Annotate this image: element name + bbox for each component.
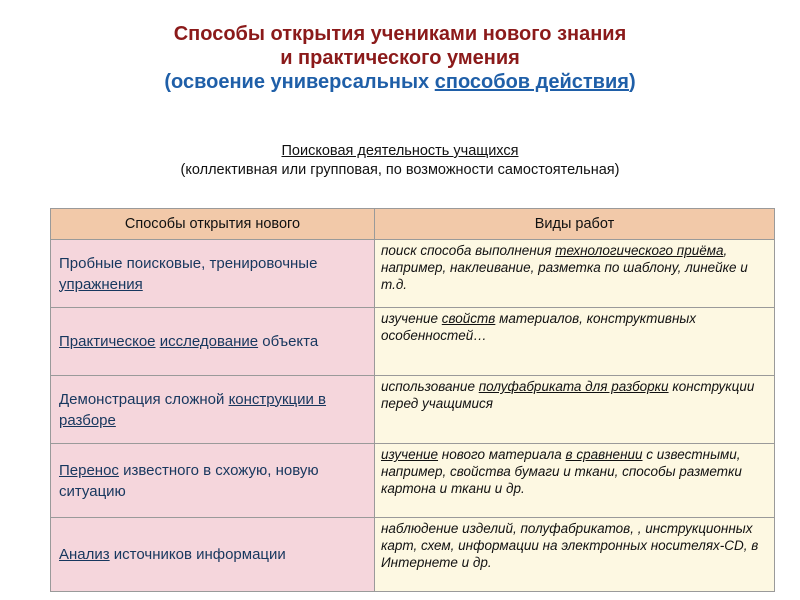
title-line-3-post: ) <box>628 71 636 93</box>
cell-text: материалов, конструктивных особенностей… <box>381 311 697 343</box>
work-type-cell <box>375 308 775 376</box>
methods-table <box>50 208 775 592</box>
cell-text: технологического приёма <box>555 243 724 258</box>
method-cell <box>51 240 375 308</box>
work-type-cell <box>375 240 775 308</box>
method-cell <box>51 444 375 518</box>
method-cell <box>51 376 375 444</box>
title-line-3-underlined: способов действия <box>434 71 629 93</box>
cell-text: источников информации <box>109 546 286 563</box>
table-row <box>51 308 775 376</box>
cell-text: использование <box>381 379 479 394</box>
cell-text: Демонстрация сложной <box>59 390 229 408</box>
work-type-cell <box>375 444 775 518</box>
table-row <box>51 376 775 444</box>
method-cell <box>51 308 375 376</box>
title-line-2: и практического умения <box>280 47 520 69</box>
table-row <box>51 444 775 518</box>
cell-text: изучение <box>381 311 442 326</box>
cell-text: наблюдение изделий, полуфабрикатов, , инструкционных карт, схем, информации на электронных носителях-CD, в Интернете и др. <box>381 521 759 570</box>
cell-text: поиск способа выполнения <box>381 243 556 258</box>
work-type-cell <box>375 376 775 444</box>
header-methods: Способы открытия нового <box>51 209 375 240</box>
cell-text: известного в схожую, новую ситуацию <box>59 461 319 500</box>
cell-text: Перенос <box>59 461 119 479</box>
table-row <box>51 240 775 308</box>
cell-text: изучение <box>381 447 439 462</box>
page-title <box>0 22 800 94</box>
cell-text: конструкции перед учащимися <box>381 379 755 411</box>
cell-text: Практическое <box>59 333 156 350</box>
subtitle-line-1: Поисковая деятельность учащихся <box>281 143 519 159</box>
cell-text: , например, наклеивание, разметка по шаблону, линейке и т.д. <box>381 243 748 292</box>
table-header-row <box>51 209 775 240</box>
cell-text: объекта <box>258 333 319 350</box>
cell-text: с известными, например, свойства бумаги и ткани, способы разметки картона и ткани и др. <box>381 447 742 496</box>
cell-text: упражнения <box>59 275 143 293</box>
cell-text: Пробные поисковые, тренировочные <box>59 254 318 272</box>
title-line-3 <box>0 70 800 94</box>
header-work-types: Виды работ <box>375 209 775 240</box>
method-cell <box>51 518 375 592</box>
subtitle-line-2: (коллективная или групповая, по возможности самостоятельная) <box>180 162 620 178</box>
subtitle <box>0 142 800 180</box>
cell-text: Анализ <box>59 546 110 563</box>
title-line-1: Способы открытия учениками нового знания <box>173 23 627 45</box>
cell-text: конструкции в разборе <box>59 390 327 429</box>
cell-text: в сравнении <box>565 447 643 462</box>
table-row <box>51 518 775 592</box>
cell-text: исследование <box>159 333 259 350</box>
cell-text: нового материала <box>438 447 566 462</box>
title-line-3-pre: (освоение универсальных <box>164 71 435 93</box>
cell-text: свойств <box>441 311 496 326</box>
work-type-cell <box>375 518 775 592</box>
cell-text: полуфабриката для разборки <box>478 379 669 394</box>
